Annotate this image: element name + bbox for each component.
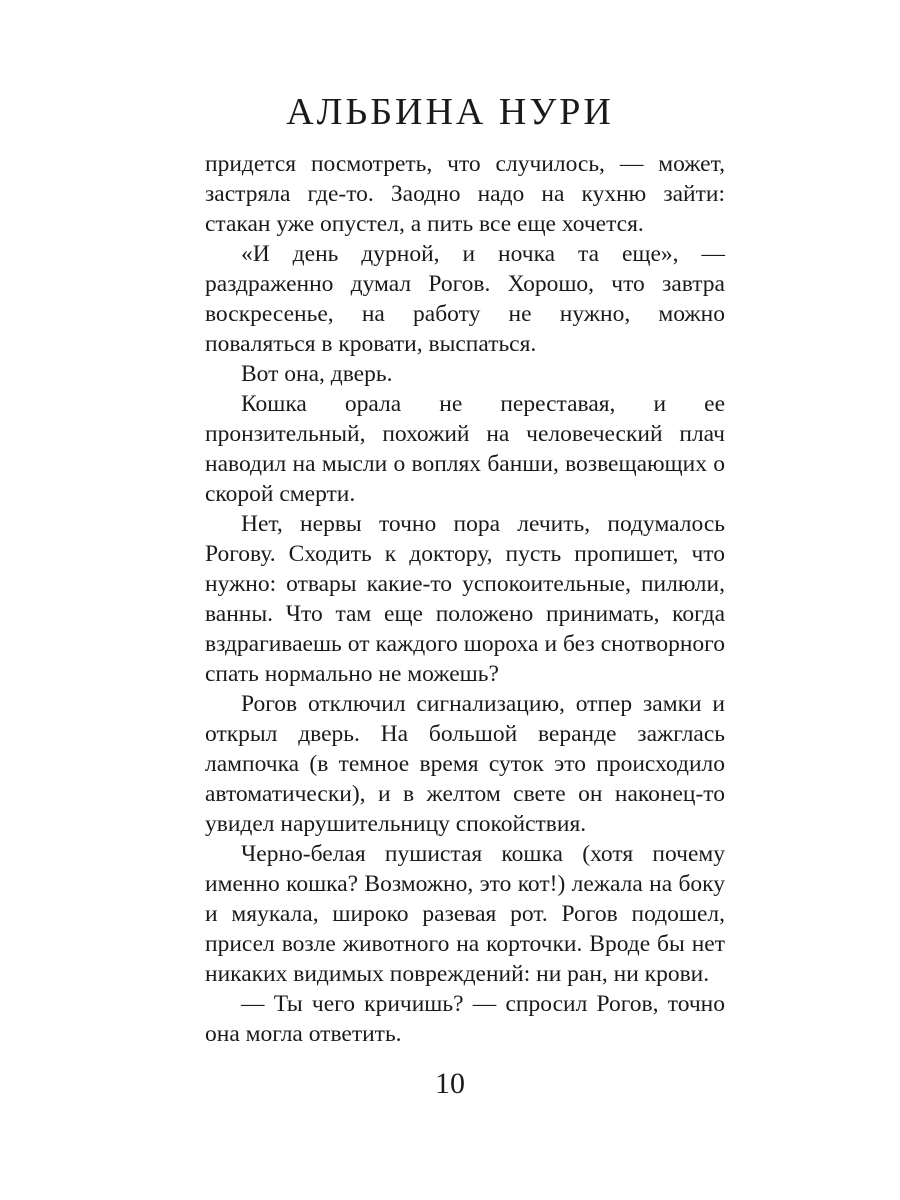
running-head-author: АЛЬБИНА НУРИ	[286, 91, 614, 133]
paragraph-4: Кошка орала не переставая, и ее пронзительный, похожий на человеческий плач наводил на мысли о воплях банши, возвещающих о скорой смерти.	[205, 391, 725, 507]
page-number: 10	[435, 1067, 465, 1100]
paragraph-3: Вот она, дверь.	[241, 361, 393, 387]
paragraph-1: придется посмотреть, что случилось, — может, застряла где-то. Заодно надо на кухню зайти: стакан уже опустел, а пить все еще хочется.	[205, 151, 725, 237]
paragraph-2: «И день дурной, и ночка та еще», — раздраженно думал Рогов. Хорошо, что завтра воскресенье, на работу не нужно, можно поваляться в кровати, выспаться.	[205, 241, 725, 357]
paragraph-5: Нет, нервы точно пора лечить, подумалось Рогову. Сходить к доктору, пусть пропишет, что нужно: отвары какие-то успокоительные, пилюли, ванны. Что там еще положено принимать, когда вздрагиваешь от каждого шороха и без снотворного спать нормально не можешь?	[205, 511, 725, 687]
body-text	[205, 149, 725, 1049]
paragraph-8: — Ты чего кричишь? — спросил Рогов, точно она могла ответить.	[205, 991, 725, 1047]
paragraph-7: Черно-белая пушистая кошка (хотя почему именно кошка? Возможно, это кот!) лежала на боку и мяукала, широко разевая рот. Рогов подошел, присел возле животного на корточки. Вроде бы нет никаких видимых повреждений: ни ран, ни крови.	[205, 841, 725, 987]
paragraph-6: Рогов отключил сигнализацию, отпер замки и открыл дверь. На большой веранде зажглась лампочка (в темное время суток это происходило автоматически), и в желтом свете он наконец-то увидел нарушительницу спокойствия.	[205, 691, 725, 837]
